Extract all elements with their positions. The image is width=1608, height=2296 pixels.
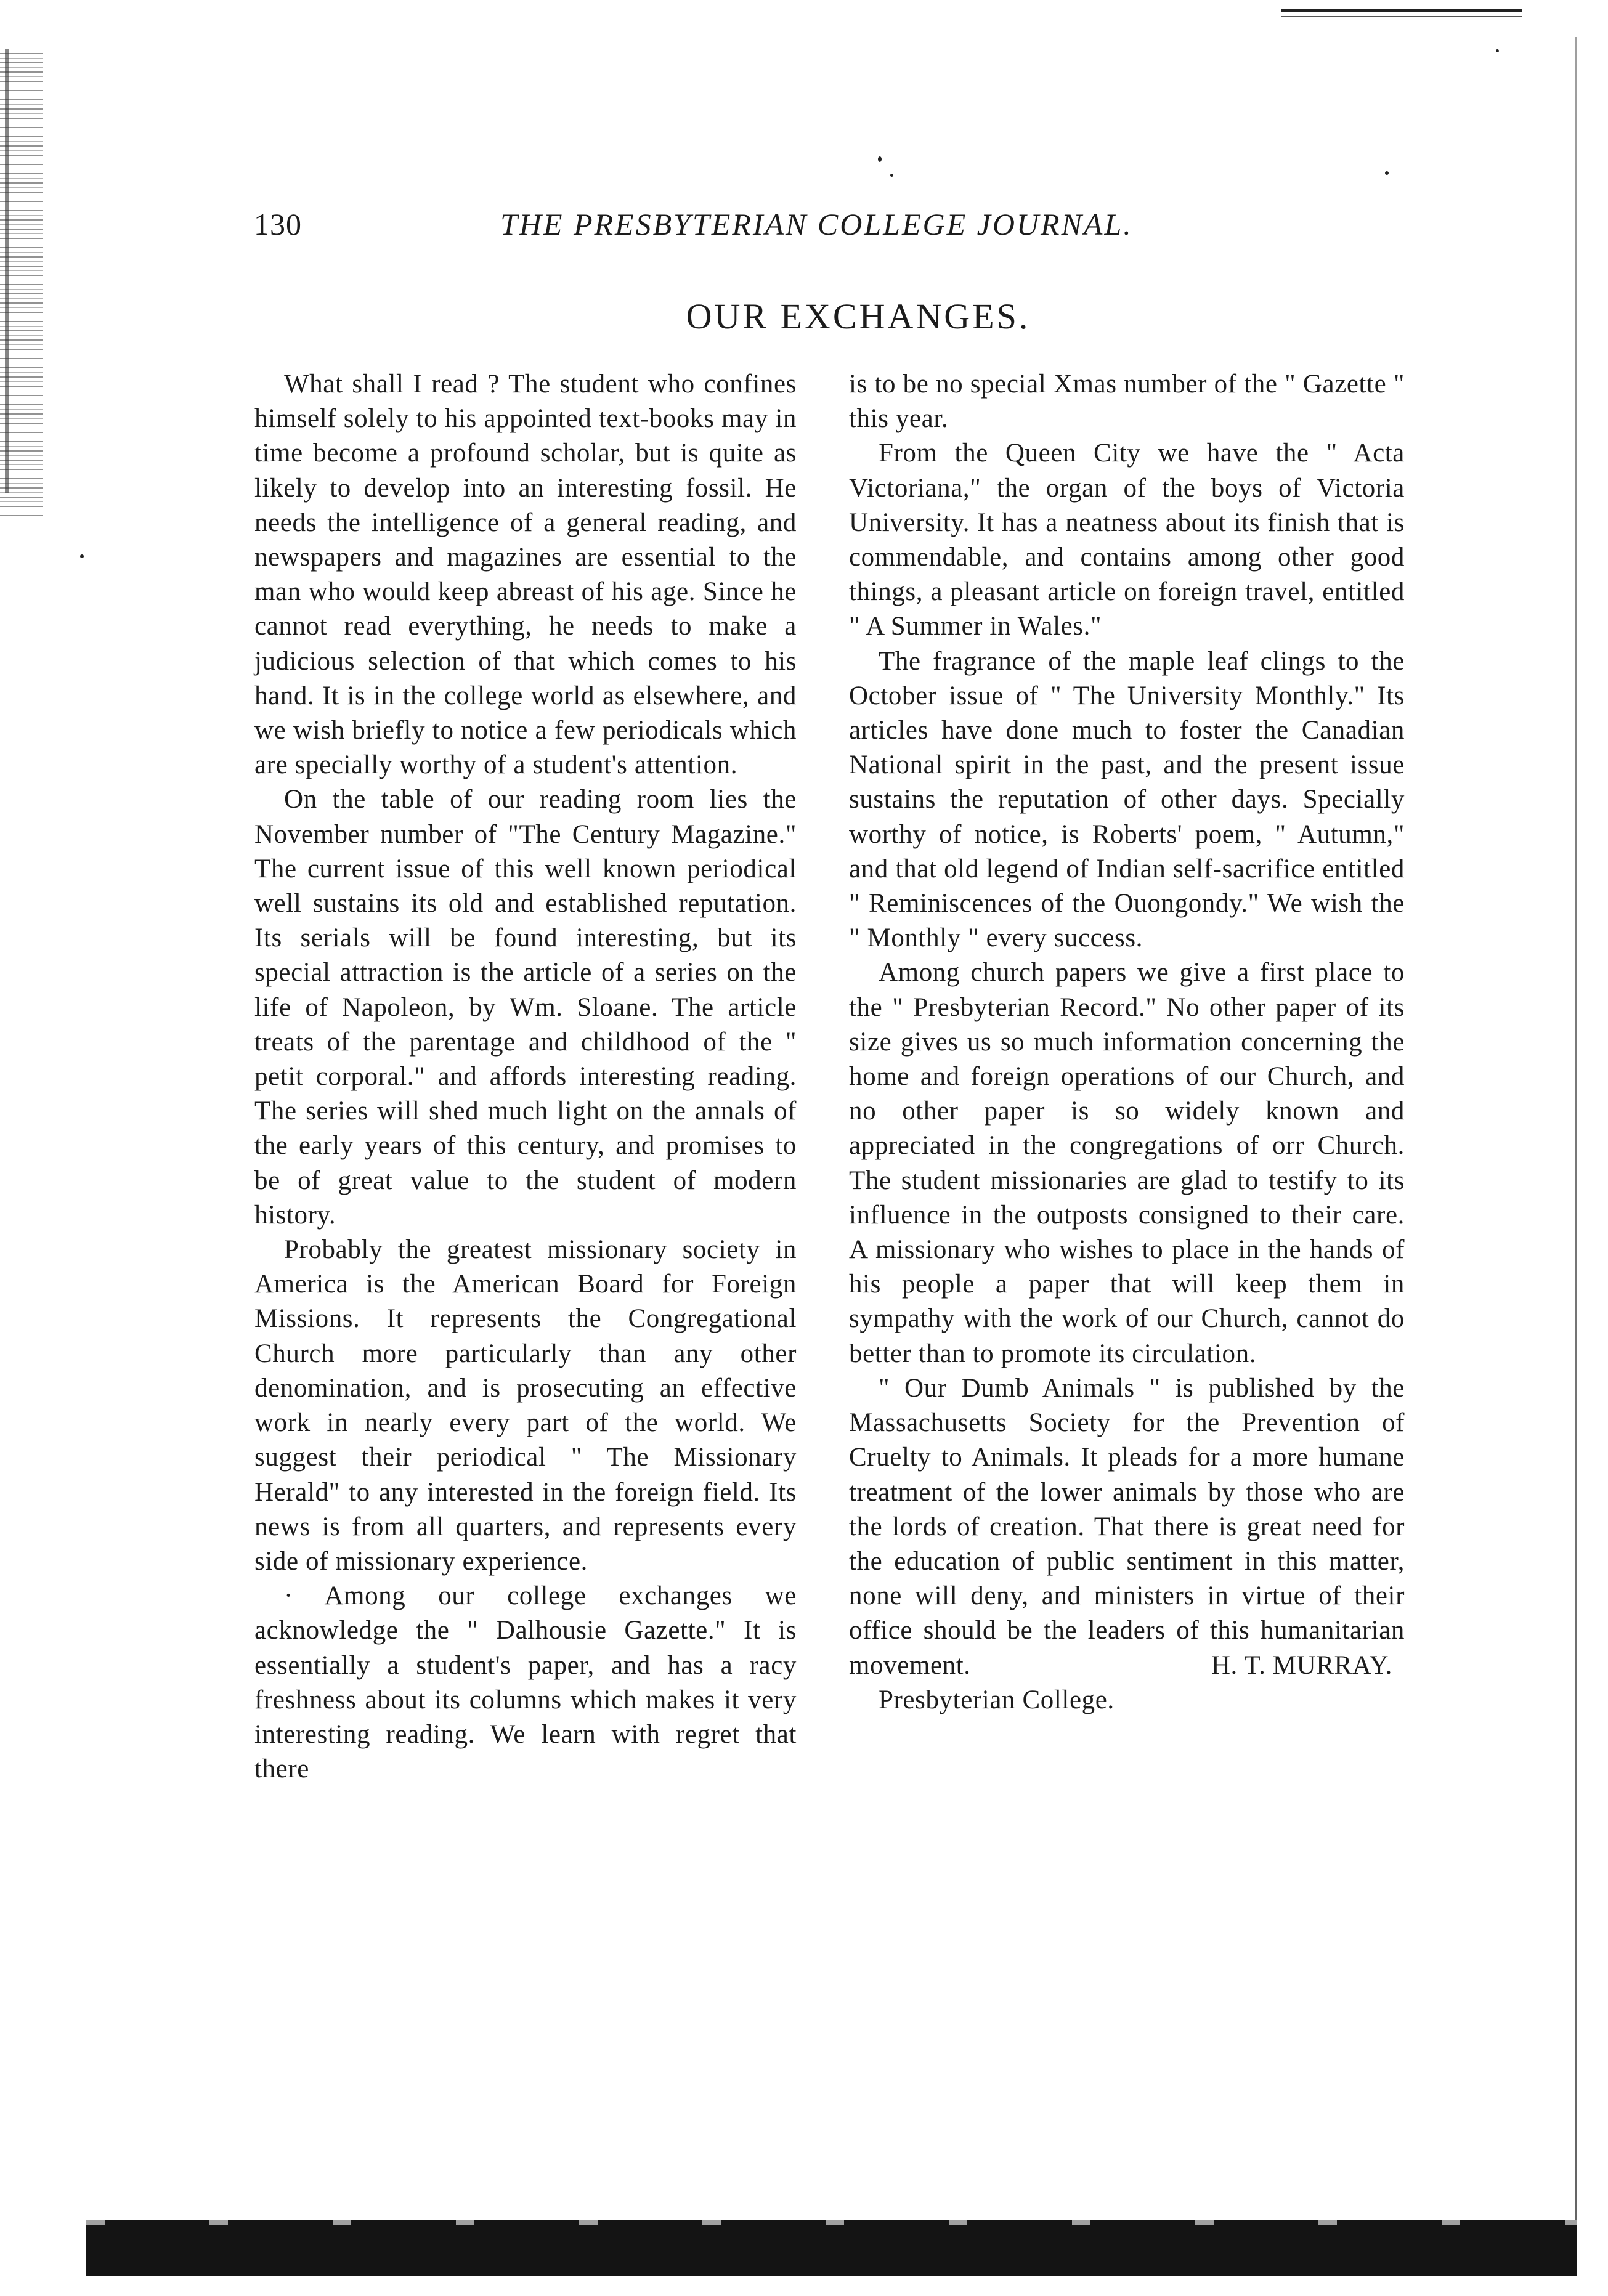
section-title	[0, 296, 1608, 337]
scan-speck	[1496, 49, 1499, 52]
page-number: 130	[254, 207, 302, 241]
paragraph: Probably the greatest missionary society in America is the American Board for Foreign Missions. It represents the Congregational Church more particularly than any other denomination, and is prosecuting an effective work in nearly every part of the world. We suggest their periodical " The Missionary Herald" to any interested in the foreign field. Its news is from all quarters, and represents every side of missionary experience.	[254, 1235, 797, 1576]
paragraph: From the Queen City we have the " Acta Victoriana," the organ of the boys of Victoria University. It has a neatness about its finish that is commendable, and contains among other good things, a pleasant article on foreign travel, entitled " A Summer in Wales."	[849, 439, 1405, 641]
scan-speck	[80, 554, 84, 558]
scan-artifact-right-edge	[1575, 37, 1577, 2230]
paragraph-final-text: " Our Dumb Animals " is published by the Massachusetts Society for the Prevention of Cruelty to Animals. It pleads for a more humane treatment of the lower animals by those who are the lords of creation. That there is great need for the education of public sentiment in this matter, none will deny, and ministers in virtue of their office should be the leaders of this humanitarian movement.	[849, 1373, 1405, 1680]
scan-speck	[878, 156, 882, 162]
scan-artifact-bottom-bar-texture	[86, 2220, 1577, 2225]
paragraph: The fragrance of the maple leaf clings to the October issue of " The University Monthly." Its articles have done much to foster the Canadian National spirit in the past, and the present issue sustains the reputation of other days. Specially worthy of notice, is Roberts' poem, " Autumn," and that old legend of Indian self-sacrifice entitled " Reminiscences of the Ouongondy." We wish the " Monthly " every success.	[849, 646, 1405, 953]
author-signature: H. T. MURRAY.	[1211, 1650, 1392, 1680]
scan-artifact-bottom-bar	[86, 2220, 1577, 2276]
paragraph: What shall I read ? The student who confines himself solely to his appointed text-books may in time become a profound scholar, but is quite as likely to develop into an interesting fossil. He needs the intelligence of a general reading, and newspapers and magazines are essential to the man who would keep abreast of his age. Since he cannot read everything, he needs to make a judicious selection of that which comes to his hand. It is in the college world as elsewhere, and we wish briefly to notice a few periodicals which are specially worthy of a student's attention.	[254, 370, 797, 780]
scan-artifact-binding-shadow	[5, 49, 9, 493]
left-column	[254, 367, 797, 1787]
right-column	[849, 367, 1405, 1718]
running-head: THE PRESBYTERIAN COLLEGE JOURNAL.	[500, 207, 1133, 241]
paragraph: · Among our college exchanges we acknowledge the " Dalhousie Gazette." It is essentially a student's paper, and has a racy freshness about its columns which makes it very interesting reading. We learn with regret that there	[254, 1581, 797, 1784]
scan-artifact-top-rule-thin	[1281, 16, 1522, 17]
section-title-text: OUR EXCHANGES.	[686, 296, 1031, 336]
author-affiliation: Presbyterian College.	[879, 1685, 1115, 1714]
scan-speck	[890, 174, 893, 177]
paragraph-final	[849, 1371, 1405, 1683]
paragraph-continuation: is to be no special Xmas number of the " Gazette " this year.	[849, 370, 1405, 434]
page-header	[254, 206, 1172, 243]
paragraph: On the table of our reading room lies the November number of "The Century Magazine." The current issue of this well known periodical well sustains its old and established reputation. Its serials will be found interesting, but its special attraction is the article of a series on the life of Napoleon, by Wm. Sloane. The article treats of the parentage and childhood of the " petit corporal." and affords interesting reading. The series will shed much light on the annals of the early years of this century, and promises to be of great value to the student of modern history.	[254, 785, 797, 1230]
paragraph: Among church papers we give a first place to the " Presbyterian Record." No other paper of its size gives us so much information concerning the home and foreign operations of our Church, and no other paper is so widely known and appreciated in the congregations of orr Church. The student missionaries are glad to testify to its influence in the outposts consigned to their care. A missionary who wishes to place in the hands of his people a paper that will keep them in sympathy with the work of our Church, cannot do better than to promote its circulation.	[849, 958, 1405, 1368]
scan-artifact-top-rule	[1281, 9, 1522, 12]
scan-speck	[1385, 171, 1389, 175]
